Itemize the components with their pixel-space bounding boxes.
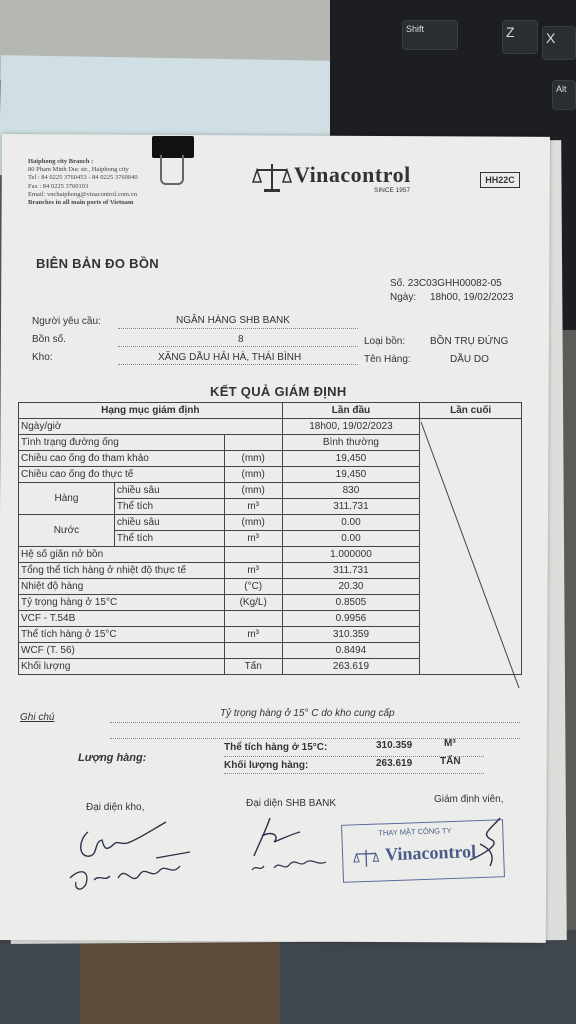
row-unit — [224, 435, 282, 451]
summary-mass-value: 263.619 — [376, 758, 413, 769]
row-value: 0.00 — [282, 515, 420, 531]
row-label: Nhiệt độ hàng — [19, 579, 225, 595]
summary-mass-unit: TẤN — [440, 756, 461, 767]
row-unit: (Kg/L) — [224, 595, 282, 611]
key-x-label: X — [546, 30, 556, 46]
col-last-header: Lần cuối — [420, 403, 522, 419]
vinacontrol-logo — [252, 160, 442, 200]
tank-type-label: Loại bồn: — [364, 336, 406, 347]
tank-type-value: BỒN TRỤ ĐỨNG — [430, 336, 509, 347]
row-value: 263.619 — [282, 659, 420, 675]
branch-fax: Fax : 84 0225 3760103 — [28, 182, 89, 190]
col-first-header: Lần đầu — [282, 403, 420, 419]
tank-no-value: 8 — [238, 334, 244, 345]
branch-ports: Branches in all main ports of Vietnam — [28, 199, 134, 207]
row-sublabel: chiều sâu — [114, 515, 224, 531]
stamp-line-1: THAY MẶT CÔNG TY — [378, 825, 452, 838]
document-title: BIÊN BẢN ĐO BỒN — [36, 256, 159, 271]
ref-number: Số. 23C03GHH00082-05 — [390, 278, 502, 289]
branch-email: Email: vnchaiphong@vinacontrol.com.vn — [28, 190, 138, 198]
row-value: 830 — [282, 483, 420, 499]
row-value: 0.9956 — [282, 611, 420, 627]
row-label: Hệ số giãn nở bồn — [19, 547, 225, 563]
row-value: 20.30 — [282, 579, 420, 595]
row-unit: (mm) — [224, 451, 282, 467]
key-alt — [552, 80, 576, 110]
result-title: KẾT QUẢ GIÁM ĐỊNH — [210, 384, 347, 399]
row-value: 19,450 — [282, 451, 420, 467]
tank-no-line — [118, 346, 358, 347]
logo-since: SINCE 1957 — [374, 187, 411, 194]
row-sublabel: Thể tích — [114, 499, 224, 515]
signature-bank-label: Đại diện SHB BANK — [246, 798, 337, 809]
key-alt-label: Alt — [556, 84, 567, 94]
row-group-label: Nước — [19, 515, 115, 547]
row-value: 1.000000 — [282, 547, 420, 563]
row-value: 19,450 — [282, 467, 420, 483]
row-group-label: Hàng — [19, 483, 115, 515]
key-z — [502, 20, 538, 54]
row-value: 0.00 — [282, 531, 420, 547]
row-value: 18h00, 19/02/2023 — [282, 419, 420, 435]
key-shift-label: Shift — [406, 24, 425, 34]
branch-name: Haiphong city Branch : — [28, 158, 94, 165]
row-sublabel: Thể tích — [114, 531, 224, 547]
note-text: Tỷ trọng hàng ở 15° C do kho cung cấp — [220, 708, 395, 719]
row-label: WCF (T. 56) — [19, 643, 225, 659]
key-shift — [402, 20, 458, 50]
requester-line — [118, 328, 358, 329]
handwritten-signature-bank — [240, 812, 340, 878]
row-label: Tỷ trọng hàng ở 15°C — [19, 595, 225, 611]
summary-mass-label: Khối lượng hàng: — [224, 760, 309, 771]
row-value: 0.8494 — [282, 643, 420, 659]
summary-line-2 — [224, 773, 484, 774]
row-value: 0.8505 — [282, 595, 420, 611]
signature-inspector-label: Giám định viên, — [434, 794, 504, 805]
row-label: Thể tích hàng ở 15°C — [19, 627, 225, 643]
row-unit — [224, 547, 282, 563]
row-unit: m³ — [224, 563, 282, 579]
col-item-header: Hạng mục giám định — [19, 403, 283, 419]
tank-no-label: Bồn số. — [32, 334, 66, 345]
row-unit: m³ — [224, 627, 282, 643]
last-column-strike — [419, 420, 521, 690]
row-unit: (mm) — [224, 515, 282, 531]
key-z-label: Z — [506, 24, 515, 40]
row-unit: (mm) — [224, 467, 282, 483]
table-header-row — [19, 403, 522, 419]
depot-value: XĂNG DẦU HẢI HÀ, THÁI BÌNH — [158, 352, 302, 363]
handwritten-signature-depot — [60, 818, 210, 902]
row-unit: (°C) — [224, 579, 282, 595]
product-value: DẦU DO — [450, 354, 489, 365]
row-label: Chiều cao ống đo tham khảo — [19, 451, 225, 467]
row-label: Tổng thể tích hàng ở nhiệt độ thực tế — [19, 563, 225, 579]
summary-label: Lượng hàng: — [78, 752, 147, 764]
row-unit — [224, 643, 282, 659]
row-value: 311.731 — [282, 563, 420, 579]
note-line-1 — [110, 722, 520, 723]
form-code: HH22C — [480, 172, 520, 188]
scales-icon — [252, 160, 292, 196]
requester-value: NGÂN HÀNG SHB BANK — [176, 315, 290, 326]
requester-label: Người yêu cầu: — [32, 316, 101, 327]
row-unit: m³ — [224, 499, 282, 515]
summary-volume-value: 310.359 — [376, 740, 413, 751]
row-unit: (mm) — [224, 483, 282, 499]
row-unit: Tấn — [224, 659, 282, 675]
row-value: 310.359 — [282, 627, 420, 643]
row-value: Bình thường — [282, 435, 420, 451]
depot-label: Kho: — [32, 352, 53, 363]
stamp-line-2: Vinacontrol — [384, 841, 477, 865]
branch-tel: Tel : 84 0225 3760453 - 84 0225 3760040 — [28, 174, 138, 182]
summary-volume-unit: M³ — [444, 738, 456, 749]
row-value: 311.731 — [282, 499, 420, 515]
background-floor-panel — [80, 935, 280, 1024]
ref-date-label: Ngày: — [390, 292, 417, 303]
summary-volume-label: Thể tích hàng ở 15°C: — [224, 742, 328, 753]
product-label: Tên Hàng: — [364, 354, 411, 365]
stamp-scales-icon — [353, 847, 380, 872]
row-label: Khối lượng — [19, 659, 225, 675]
row-label: Chiều cao ống đo thực tế — [19, 467, 225, 483]
key-x — [542, 26, 576, 60]
binder-clip-wire — [160, 155, 184, 185]
row-label: Tình trạng đường ống — [19, 435, 225, 451]
row-label: Ngày/giờ — [19, 419, 283, 435]
note-line-2 — [110, 738, 520, 739]
ref-date: 18h00, 19/02/2023 — [430, 292, 514, 303]
branch-address: 80 Pham Minh Duc str., Haiphong city — [28, 166, 129, 174]
row-unit — [224, 611, 282, 627]
logo-name: Vinacontrol — [294, 162, 411, 187]
signature-depot-label: Đại diện kho, — [86, 802, 145, 813]
row-sublabel: chiều sâu — [114, 483, 224, 499]
depot-line — [118, 364, 358, 365]
row-unit: m³ — [224, 531, 282, 547]
row-label: VCF - T.54B — [19, 611, 225, 627]
handwritten-signature-inspector — [440, 814, 510, 874]
note-label: Ghi chú — [20, 712, 55, 723]
branch-info — [28, 158, 138, 207]
